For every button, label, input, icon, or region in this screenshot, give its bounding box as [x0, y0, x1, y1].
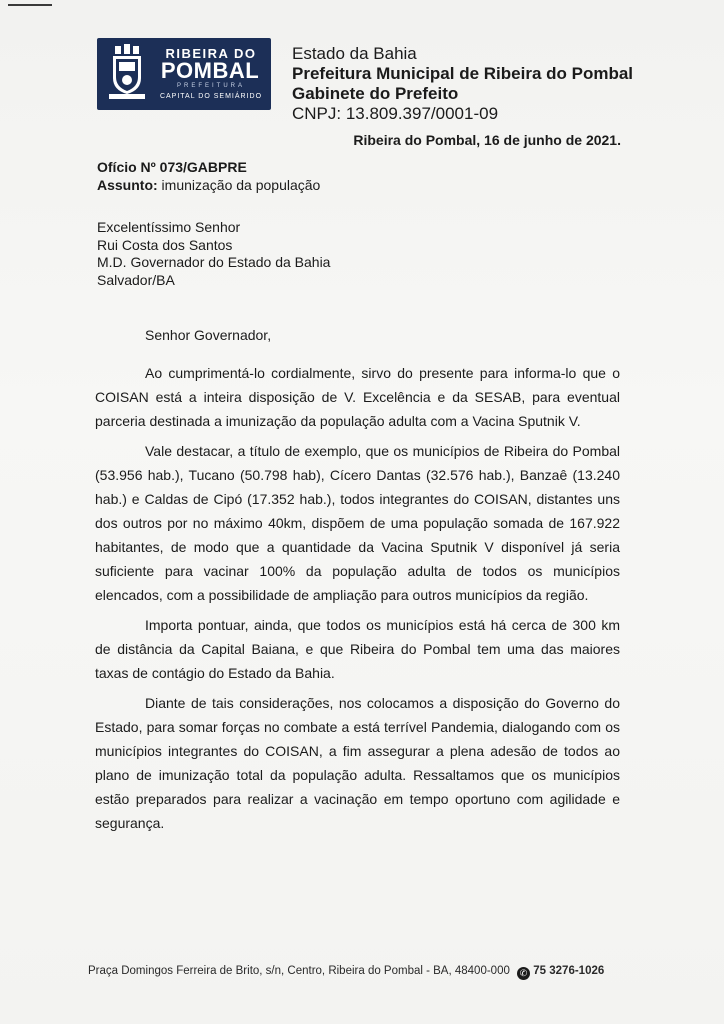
logo-tagline: CAPITAL DO SEMIÁRIDO [159, 93, 263, 100]
letterhead-cnpj: CNPJ: 13.809.397/0001-09 [292, 104, 499, 123]
letterhead [292, 44, 633, 124]
body-paragraph: Vale destacar, a título de exemplo, que os municípios de Ribeira do Pombal (53.956 hab.), Tucano (50.798 hab), Cícero Dantas (32.576 hab.), Banzaê (13.240 hab.) e Caldas de Cipó (17.352 hab.), todos integrantes do COISAN, distantes uns dos outros por no máximo 40km, dispõem de uma população somada de 167.922 habitantes, de modo que a quantidade da Vacina Sputnik V disponível já seria suficiente para vacinar 100% da população adulta de todos os municípios elencados, com a possibilidade de ampliação para outros municípios da região. [95, 443, 620, 603]
body-paragraph: Ao cumprimentá-lo cordialmente, sirvo do presente para informa-lo que o COISAN está a inteira disposição de V. Excelência e da SESAB, para eventual parceria destinada a imunização da população adulta com a Vacina Sputnik V. [95, 365, 620, 429]
recipient-line: Excelentíssimo Senhor [97, 219, 241, 235]
corner-mark [8, 4, 52, 6]
oficio-number: Ofício Nº 073/GABPRE [97, 159, 247, 175]
recipient-line: Rui Costa dos Santos [97, 236, 233, 253]
subject-line [97, 176, 320, 194]
recipient-line: M.D. Governador do Estado da Bahia [97, 254, 331, 270]
footer-phone: 75 3276-1026 [533, 965, 605, 977]
logo-subtitle: PREFEITURA [176, 83, 245, 89]
subject-label: Assunto: [97, 177, 158, 193]
recipient-block [97, 219, 330, 289]
footer-address: Praça Domingos Ferreira de Brito, s/n, Centro, Ribeira do Pombal - BA, 48400-000 [88, 965, 510, 977]
logo-title-top: RIBEIRA DO [165, 46, 257, 61]
phone-icon: ✆ [517, 967, 530, 980]
municipal-logo [97, 38, 271, 110]
coat-of-arms-icon [109, 44, 145, 102]
body-paragraph: Importa pontuar, ainda, que todos os municípios está há cerca de 300 km de distância da Capital Baiana, e que Ribeira do Pombal tem uma das maiores taxas de contágio do Estado da Bahia. [95, 617, 620, 681]
letterhead-gabinete: Gabinete do Prefeito [292, 84, 459, 103]
body-paragraph: Diante de tais considerações, nos colocamos a disposição do Governo do Estado, para somar forças no combate a está terrível Pandemia, dialogando com os municípios integrantes do COISAN, a fim assegurar a plena adesão de todos ao plano de imunização total da população adulta. Ressaltamos que os municípios estão preparados para realizar a vacinação em tempo oportuno com agilidade e segurança. [95, 695, 620, 831]
letterhead-prefeitura: Prefeitura Municipal de Ribeira do Pombal [292, 64, 634, 83]
letterhead-state: Estado da Bahia [292, 44, 417, 63]
recipient-line: Salvador/BA [97, 271, 175, 288]
footer [88, 965, 604, 980]
letter-reference [97, 158, 320, 194]
greeting: Senhor Governador, [145, 327, 272, 343]
letter-body [95, 323, 620, 841]
letter-date: Ribeira do Pombal, 16 de junho de 2021. [353, 132, 621, 148]
subject-text: imunização da população [157, 177, 321, 193]
logo-title-main: POMBAL [160, 58, 260, 83]
